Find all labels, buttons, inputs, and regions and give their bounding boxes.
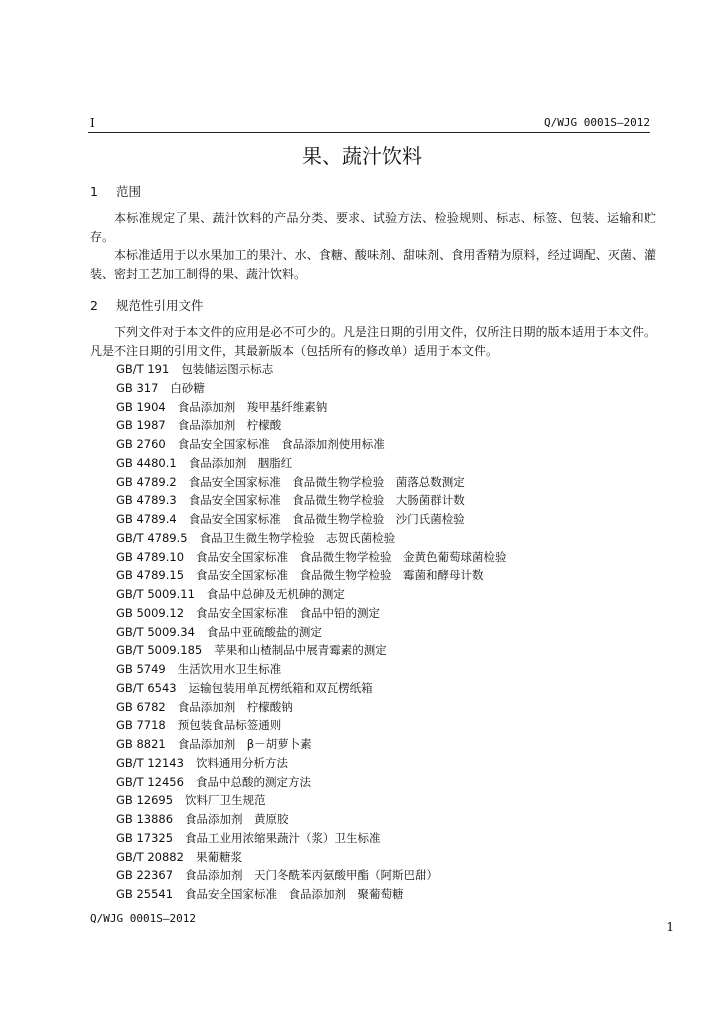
reference-item — [116, 436, 385, 452]
reference-code: GB 17325 — [116, 830, 174, 845]
reference-code: GB 5009.12 — [116, 605, 185, 620]
reference-item — [116, 661, 281, 677]
reference-code: GB 22367 — [116, 868, 174, 883]
reference-item — [116, 361, 273, 377]
reference-item — [116, 474, 465, 490]
section-number: 2 — [90, 298, 98, 313]
reference-code: GB/T 4789.5 — [116, 530, 188, 545]
reference-name: 食品安全国家标准 食品微生物学检验 沙门氏菌检验 — [188, 512, 465, 526]
reference-item — [116, 680, 373, 696]
reference-name: 食品添加剂 黄原胶 — [185, 812, 289, 826]
reference-code: GB 1987 — [116, 418, 166, 433]
reference-name: 食品安全国家标准 食品中铅的测定 — [196, 605, 381, 620]
reference-item — [116, 549, 507, 565]
reference-code: GB 6782 — [116, 699, 166, 714]
reference-code: GB 317 — [116, 380, 159, 395]
reference-code: GB 8821 — [116, 737, 166, 751]
header-left-mark: I — [90, 116, 95, 130]
reference-item — [116, 755, 288, 771]
reference-name: 运输包装用单瓦楞纸箱和双瓦楞纸箱 — [188, 680, 373, 695]
reference-item — [116, 792, 266, 808]
reference-code: GB 7718 — [116, 718, 166, 733]
reference-code: GB/T 12143 — [116, 755, 184, 770]
reference-item — [116, 567, 484, 583]
page-number: 1 — [666, 920, 674, 934]
reference-item — [116, 380, 205, 396]
reference-code: GB/T 20882 — [116, 849, 184, 864]
reference-name: 食品添加剂 天门冬酰苯丙氨酸甲酯（阿斯巴甜） — [185, 868, 439, 883]
paragraph-scope-2: 本标准适用于以水果加工的果汁、水、食糖、酸味剂、甜味剂、食用香精为原料，经过调配、灭菌、灌装、密封工艺加工制得的果、蔬汁饮料。 — [90, 248, 656, 281]
reference-name: 饮料通用分析方法 — [195, 755, 288, 770]
reference-item — [116, 774, 311, 790]
reference-item — [116, 624, 322, 640]
reference-item — [116, 417, 281, 433]
footer-standard-code: Q/WJG 0001S—2012 — [90, 912, 196, 925]
reference-item — [116, 586, 345, 602]
reference-code: GB/T 6543 — [116, 680, 177, 695]
reference-item — [116, 867, 438, 883]
section-title: 规范性引用文件 — [116, 298, 204, 313]
reference-name: 食品安全国家标准 食品微生物学检验 霉菌和酵母计数 — [196, 568, 484, 583]
reference-code: GB 4789.2 — [116, 474, 177, 489]
reference-name: 食品中总砷及无机砷的测定 — [206, 587, 345, 601]
reference-code: GB 13886 — [116, 812, 174, 826]
reference-name: 食品安全国家标准 食品添加剂 聚葡萄糖 — [185, 887, 404, 901]
reference-code: GB 2760 — [116, 437, 166, 451]
reference-name: 包装储运图示标志 — [181, 362, 274, 376]
reference-code: GB 4789.3 — [116, 493, 177, 508]
reference-code: GB/T 12456 — [116, 774, 184, 789]
reference-name: 食品安全国家标准 食品微生物学检验 大肠菌群计数 — [188, 493, 465, 508]
reference-name: 食品添加剂 柠檬酸钠 — [177, 699, 293, 714]
reference-code: GB 4789.10 — [116, 549, 185, 564]
reference-name: 食品添加剂 β－胡萝卜素 — [177, 737, 312, 751]
reference-name: 预包装食品标签通则 — [177, 718, 282, 733]
reference-code: GB 4789.15 — [116, 568, 185, 583]
section-number: 1 — [90, 184, 98, 199]
reference-code: GB 4789.4 — [116, 512, 177, 526]
reference-name: 苹果和山楂制品中展青霉素的测定 — [214, 643, 387, 658]
reference-code: GB 25541 — [116, 887, 174, 901]
reference-item — [116, 717, 281, 733]
reference-name: 食品安全国家标准 食品微生物学检验 菌落总数测定 — [188, 474, 465, 489]
reference-item — [116, 811, 289, 827]
reference-name: 饮料厂卫生规范 — [185, 793, 266, 808]
reference-item — [116, 886, 404, 902]
header-rule — [88, 132, 650, 133]
reference-item — [116, 849, 242, 865]
reference-name: 食品卫生微生物学检验 志贺氏菌检验 — [199, 530, 396, 545]
reference-code: GB 12695 — [116, 793, 174, 808]
reference-item — [116, 511, 465, 527]
reference-name: 食品安全国家标准 食品微生物学检验 金黄色葡萄球菌检验 — [196, 549, 507, 564]
reference-code: GB/T 5009.34 — [116, 624, 195, 639]
reference-code: GB 4480.1 — [116, 455, 177, 470]
reference-item — [116, 699, 293, 715]
reference-name: 生活饮用水卫生标准 — [177, 662, 282, 676]
document-title: 果、蔬汁饮料 — [302, 144, 422, 168]
reference-name: 食品中总酸的测定方法 — [195, 774, 311, 789]
reference-name: 白砂糖 — [170, 380, 205, 395]
section-title: 范围 — [116, 184, 142, 199]
reference-item — [116, 399, 327, 415]
reference-item — [116, 492, 465, 508]
reference-item — [116, 642, 387, 658]
paragraph-scope-1: 本标准规定了果、蔬汁饮料的产品分类、要求、试验方法、检验规则、标志、标签、包装、运输和贮存。 — [90, 211, 656, 244]
reference-name: 食品添加剂 羧甲基纤维素钠 — [177, 399, 328, 414]
section-heading-normative-references — [90, 296, 204, 314]
reference-item — [116, 830, 381, 846]
reference-item — [116, 530, 395, 546]
reference-name: 食品中亚硫酸盐的测定 — [206, 624, 322, 639]
reference-name: 食品安全国家标准 食品添加剂使用标准 — [177, 437, 385, 451]
section-heading-scope — [90, 182, 141, 200]
reference-code: GB/T 5009.11 — [116, 587, 195, 601]
reference-code: GB 1904 — [116, 399, 166, 414]
reference-name: 食品添加剂 柠檬酸 — [177, 418, 282, 433]
reference-code: GB/T 191 — [116, 362, 170, 376]
reference-name: 食品工业用浓缩果蔬汁（浆）卫生标准 — [185, 830, 381, 845]
reference-code: GB/T 5009.185 — [116, 643, 203, 658]
reference-item — [116, 736, 312, 752]
header-standard-code: Q/WJG 0001S—2012 — [544, 116, 650, 129]
reference-code: GB 5749 — [116, 662, 166, 676]
reference-item — [116, 455, 292, 471]
reference-item — [116, 605, 380, 621]
reference-name: 果葡糖浆 — [195, 849, 242, 864]
paragraph-references-intro: 下列文件对于本文件的应用是必不可少的。凡是注日期的引用文件，仅所注日期的版本适用于本文件。凡是不注日期的引用文件，其最新版本（包括所有的修改单）适用于本文件。 — [90, 325, 656, 358]
reference-name: 食品添加剂 胭脂红 — [188, 455, 293, 470]
